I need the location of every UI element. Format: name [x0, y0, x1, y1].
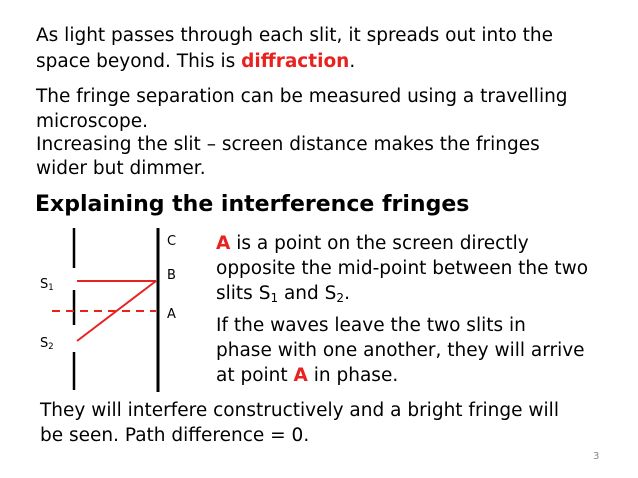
paragraph-2-line-2: microscope. [36, 111, 148, 132]
explanation-line-2: opposite the mid-point between the two [216, 258, 589, 279]
explanation-line-3-mid: and S [278, 283, 337, 304]
label-b: B [167, 268, 176, 283]
conclusion-line-2: be seen. Path difference = 0. [40, 425, 310, 446]
paragraph-1-end: . [349, 51, 356, 72]
label-a: A [167, 307, 176, 322]
section-heading: Explaining the interference fringes [35, 192, 470, 217]
paragraph-1-text: space beyond. This is [36, 51, 242, 72]
diffraction-term: diffraction [241, 51, 350, 72]
point-a-term: A [216, 233, 231, 254]
explanation-line-3 [216, 282, 350, 310]
label-s1 [40, 277, 54, 295]
paragraph-2-line-1: The fringe separation can be measured using a travelling [36, 86, 568, 107]
explanation-line-1 [216, 232, 529, 255]
label-c: C [167, 234, 177, 249]
explanation-line-5: phase with one another, they will arrive [216, 340, 585, 361]
s1-subscript: 1 [48, 282, 54, 293]
paragraph-2-line-4: wider but dimmer. [36, 158, 206, 179]
explanation-line-1-text: is a point on the screen directly [230, 233, 529, 254]
explanation-line-6-pre: at point [216, 365, 294, 386]
s1-letter: S [40, 277, 49, 292]
s2-subscript: 2 [48, 341, 54, 352]
explanation-line-4: If the waves leave the two slits in [216, 315, 526, 336]
subscript-1: 1 [270, 291, 279, 305]
paragraph-2-line-3: Increasing the slit – screen distance makes the fringes [36, 134, 540, 155]
page-number: 3 [593, 451, 600, 462]
explanation-line-3-pre: slits S [216, 283, 271, 304]
conclusion-line-1: They will interfere constructively and a bright fringe will [40, 400, 559, 421]
path-s2-to-b [77, 281, 156, 341]
label-s2 [40, 336, 54, 354]
point-a-term-2: A [293, 365, 308, 386]
s2-letter: S [40, 336, 49, 351]
explanation-line-6-end: in phase. [307, 365, 399, 386]
subscript-2: 2 [336, 291, 345, 305]
paragraph-1-line-1: As light passes through each slit, it spreads out into the [36, 25, 554, 46]
explanation-line-6 [216, 364, 398, 387]
explanation-line-3-end: . [344, 283, 350, 304]
